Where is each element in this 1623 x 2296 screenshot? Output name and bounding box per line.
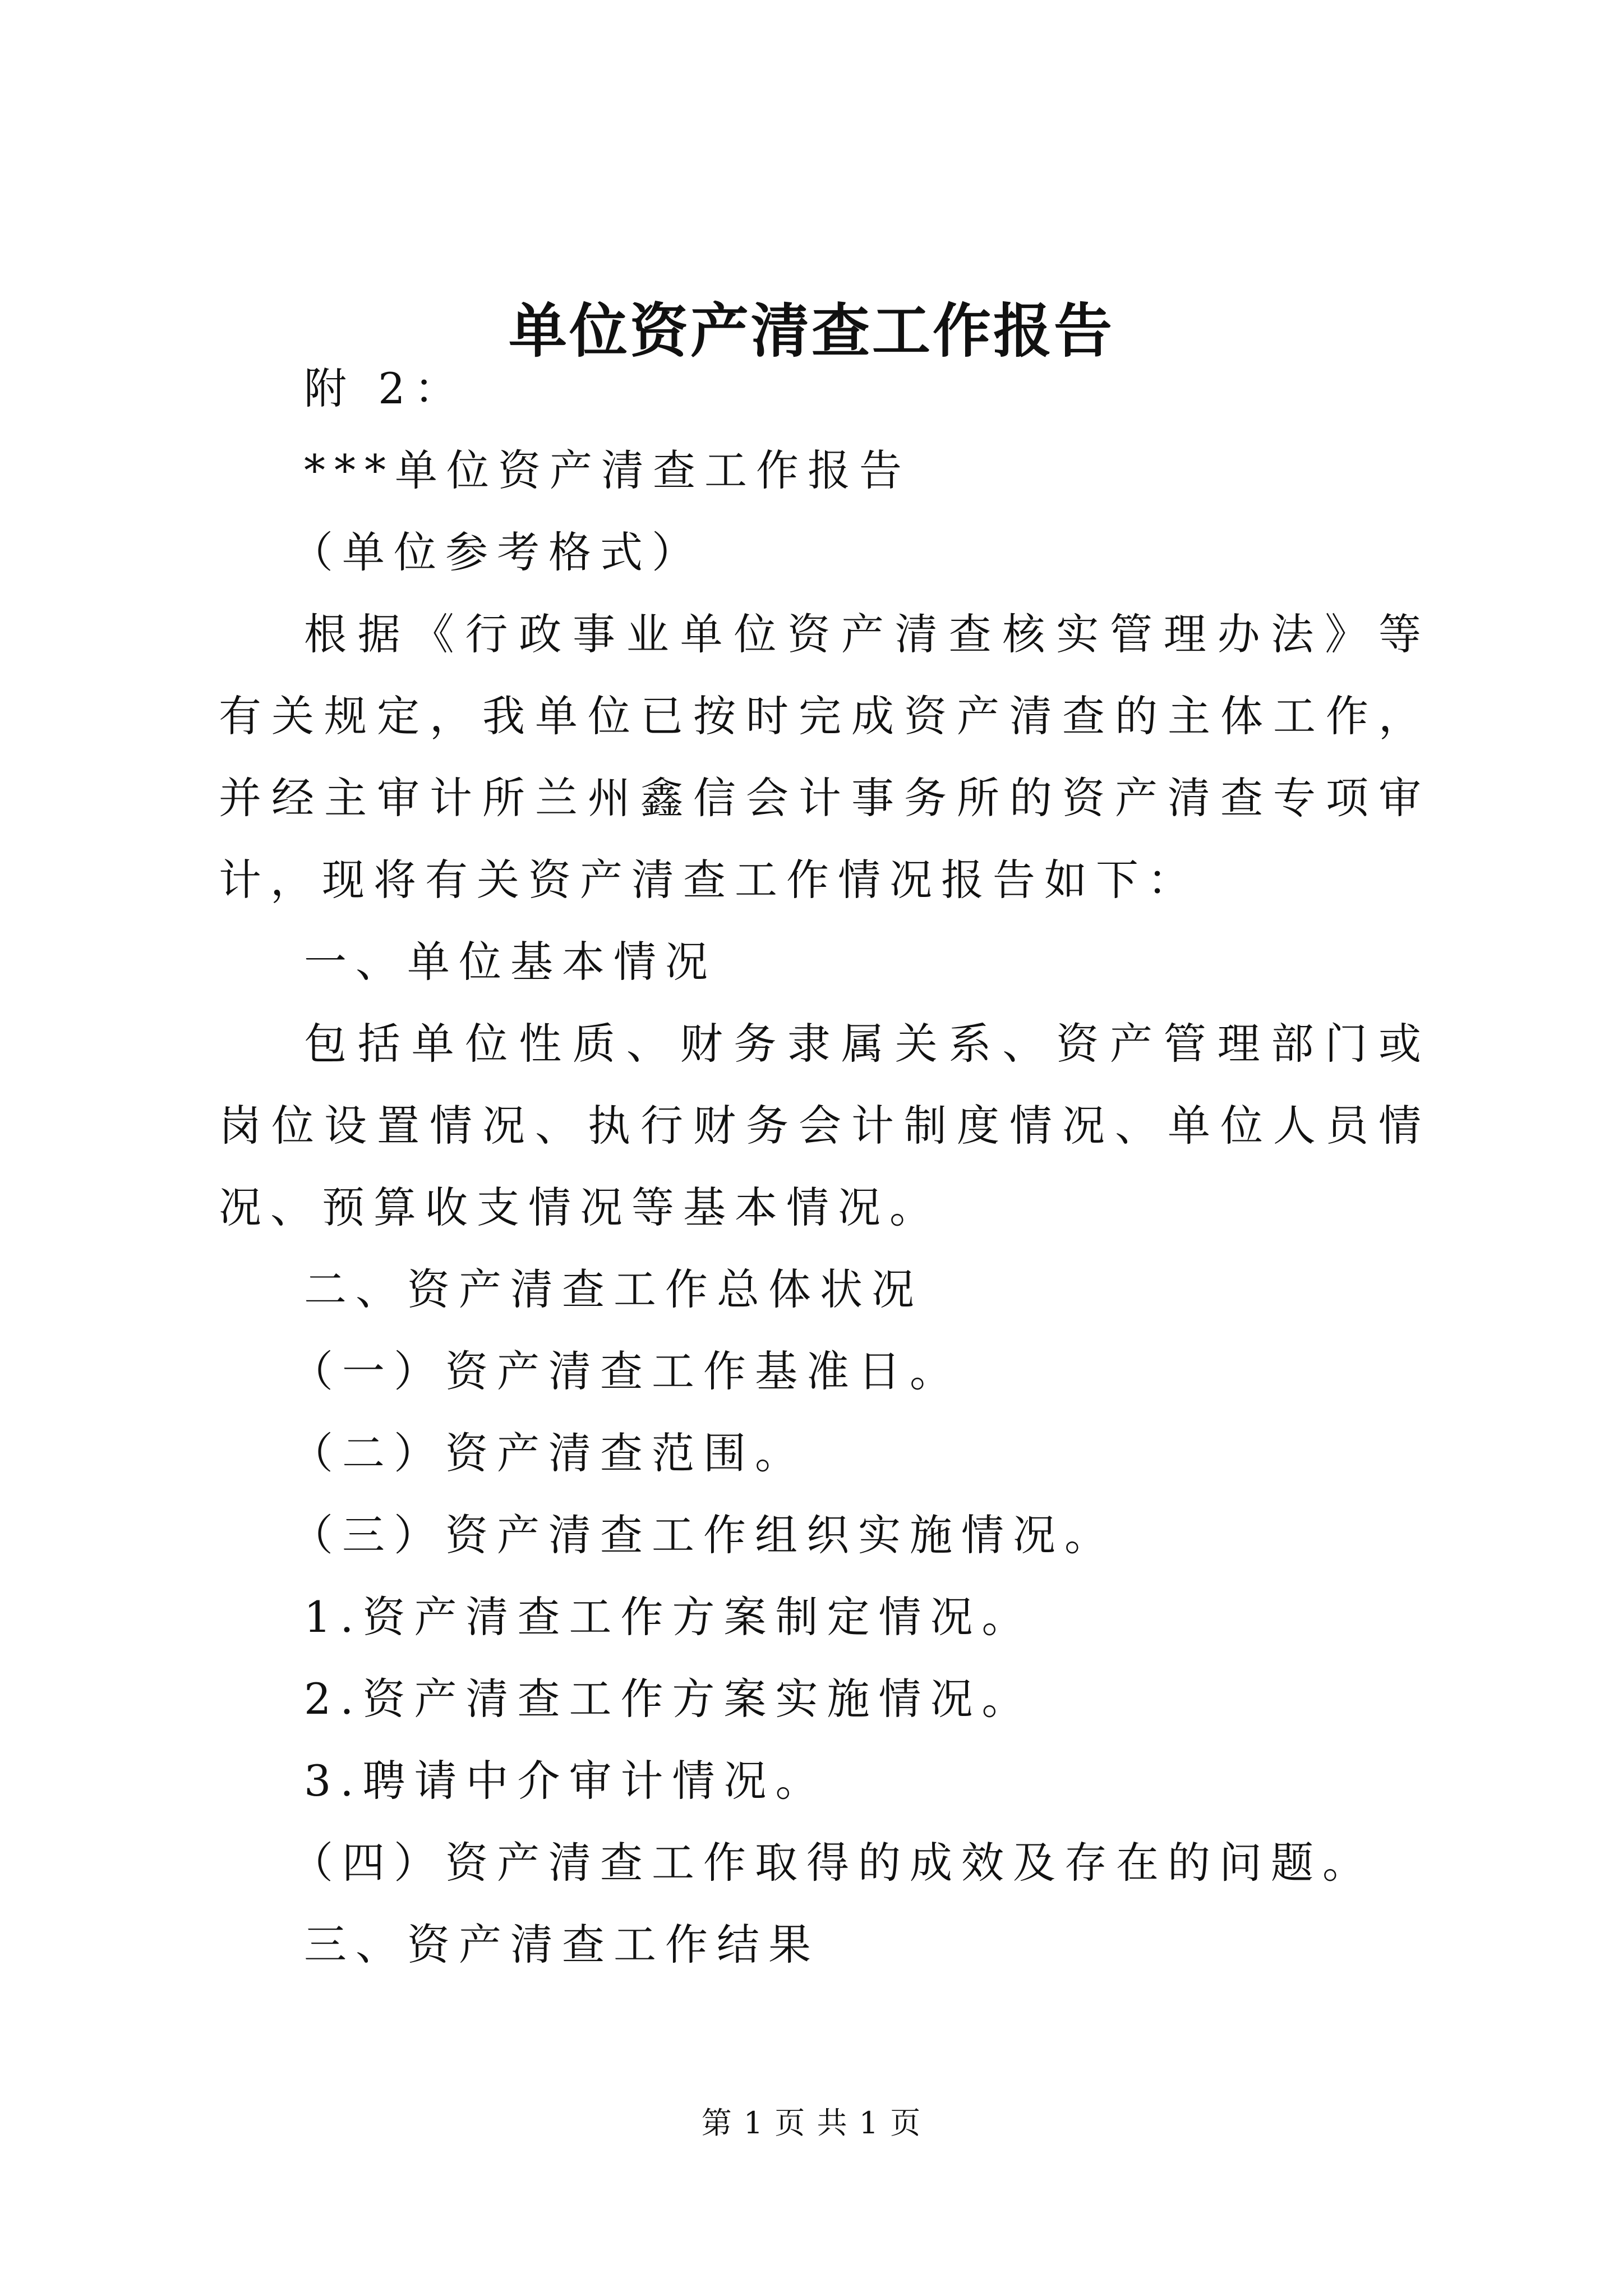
numbered-item-1: 1.资产清查工作方案制定情况。: [304, 1592, 1034, 1642]
report-subtitle: ***单位资产清查工作报告: [304, 445, 911, 495]
document-body: [219, 348, 1430, 1986]
numbered-item-2: 2.资产清查工作方案实施情况。: [304, 1674, 1034, 1724]
page-footer: 第 1 页 共 1 页: [701, 2105, 922, 2141]
subsection-item-2: （二）资产清查范围。: [291, 1428, 806, 1478]
section-heading-1: 一、单位基本情况: [304, 937, 717, 987]
subsection-item-3: （三）资产清查工作组织实施情况。: [291, 1510, 1116, 1560]
subsection-item-1: （一）资产清查工作基准日。: [291, 1346, 961, 1396]
section-heading-3: 三、资产清查工作结果: [304, 1920, 820, 1970]
numbered-item-3: 3.聘请中介审计情况。: [304, 1756, 827, 1806]
document-title: 单位资产清查工作报告: [508, 296, 1114, 365]
format-note: （单位参考格式）: [291, 527, 703, 577]
subsection-item-4: （四）资产清查工作取得的成效及存在的问题。: [291, 1838, 1374, 1888]
section-heading-2: 二、资产清查工作总体状况: [304, 1264, 923, 1314]
intro-paragraph: 根据《行政事业单位资产清查核实管理办法》等有关规定，我单位已按时完成资产清查的主体工作，并经主审计所兰州鑫信会计事务所的资产清查专项审计，现将有关资产清查工作情况报告如下：: [219, 609, 1430, 905]
attachment-label: 附 2：: [304, 364, 466, 413]
section-1-paragraph: 包括单位性质、财务隶属关系、资产管理部门或岗位设置情况、执行财务会计制度情况、单位人员情况、预算收支情况等基本情况。: [219, 1019, 1430, 1232]
